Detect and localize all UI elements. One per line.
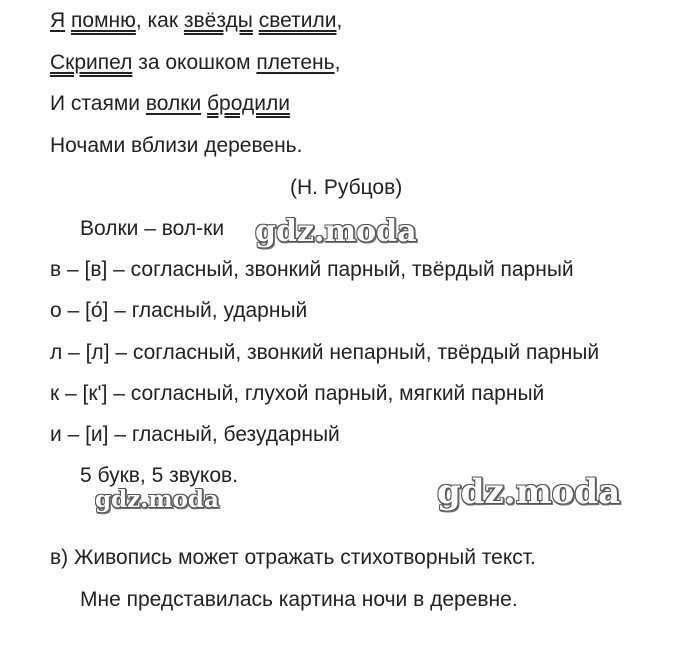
watermark-logo: gdz.moda bbox=[255, 214, 417, 249]
analysis-word: Волки – вол-ки bbox=[80, 217, 225, 240]
underlined-word: волки bbox=[145, 92, 202, 115]
double-underlined-word: Скрипел bbox=[50, 51, 133, 74]
text: , как bbox=[135, 9, 184, 32]
double-underlined-word: звёзды bbox=[183, 9, 253, 32]
text: за окошком bbox=[132, 51, 257, 74]
analysis-row: к – [к'] – согласный, глухой парный, мягкий парный bbox=[50, 382, 545, 405]
analysis-row: и – [и] – гласный, безударный bbox=[50, 423, 340, 446]
part-v-line-1: в) Живопись может отражать стихотворный текст. bbox=[50, 546, 536, 569]
underlined-word: плетень bbox=[256, 51, 335, 74]
analysis-row: о – [о́] – гласный, ударный bbox=[50, 299, 308, 322]
double-underlined-word: бродили bbox=[207, 92, 290, 115]
poem-line-1 bbox=[50, 8, 342, 34]
watermark-logo: gdz.moda bbox=[95, 486, 219, 513]
poem-line-2 bbox=[50, 50, 340, 76]
analysis-row: в – [в] – согласный, звонкий парный, твёрдый парный bbox=[50, 258, 574, 281]
analysis-summary: 5 букв, 5 звуков. bbox=[80, 464, 239, 487]
poem-author: (Н. Рубцов) bbox=[290, 176, 403, 199]
text: , bbox=[334, 51, 341, 74]
poem-line-4: Ночами вблизи деревень. bbox=[50, 134, 303, 157]
double-underlined-word: помню bbox=[71, 9, 136, 32]
watermark-logo: gdz.moda bbox=[437, 472, 621, 512]
analysis-row: л – [л] – согласный, звонкий непарный, твёрдый парный bbox=[50, 341, 600, 364]
underlined-word: Я bbox=[50, 9, 66, 32]
text: И стаями bbox=[50, 92, 146, 115]
part-v-line-2: Мне представилась картина ночи в деревне. bbox=[80, 588, 518, 611]
text: , bbox=[336, 9, 343, 32]
poem-line-3 bbox=[50, 91, 290, 117]
double-underlined-word: светили bbox=[258, 9, 337, 32]
